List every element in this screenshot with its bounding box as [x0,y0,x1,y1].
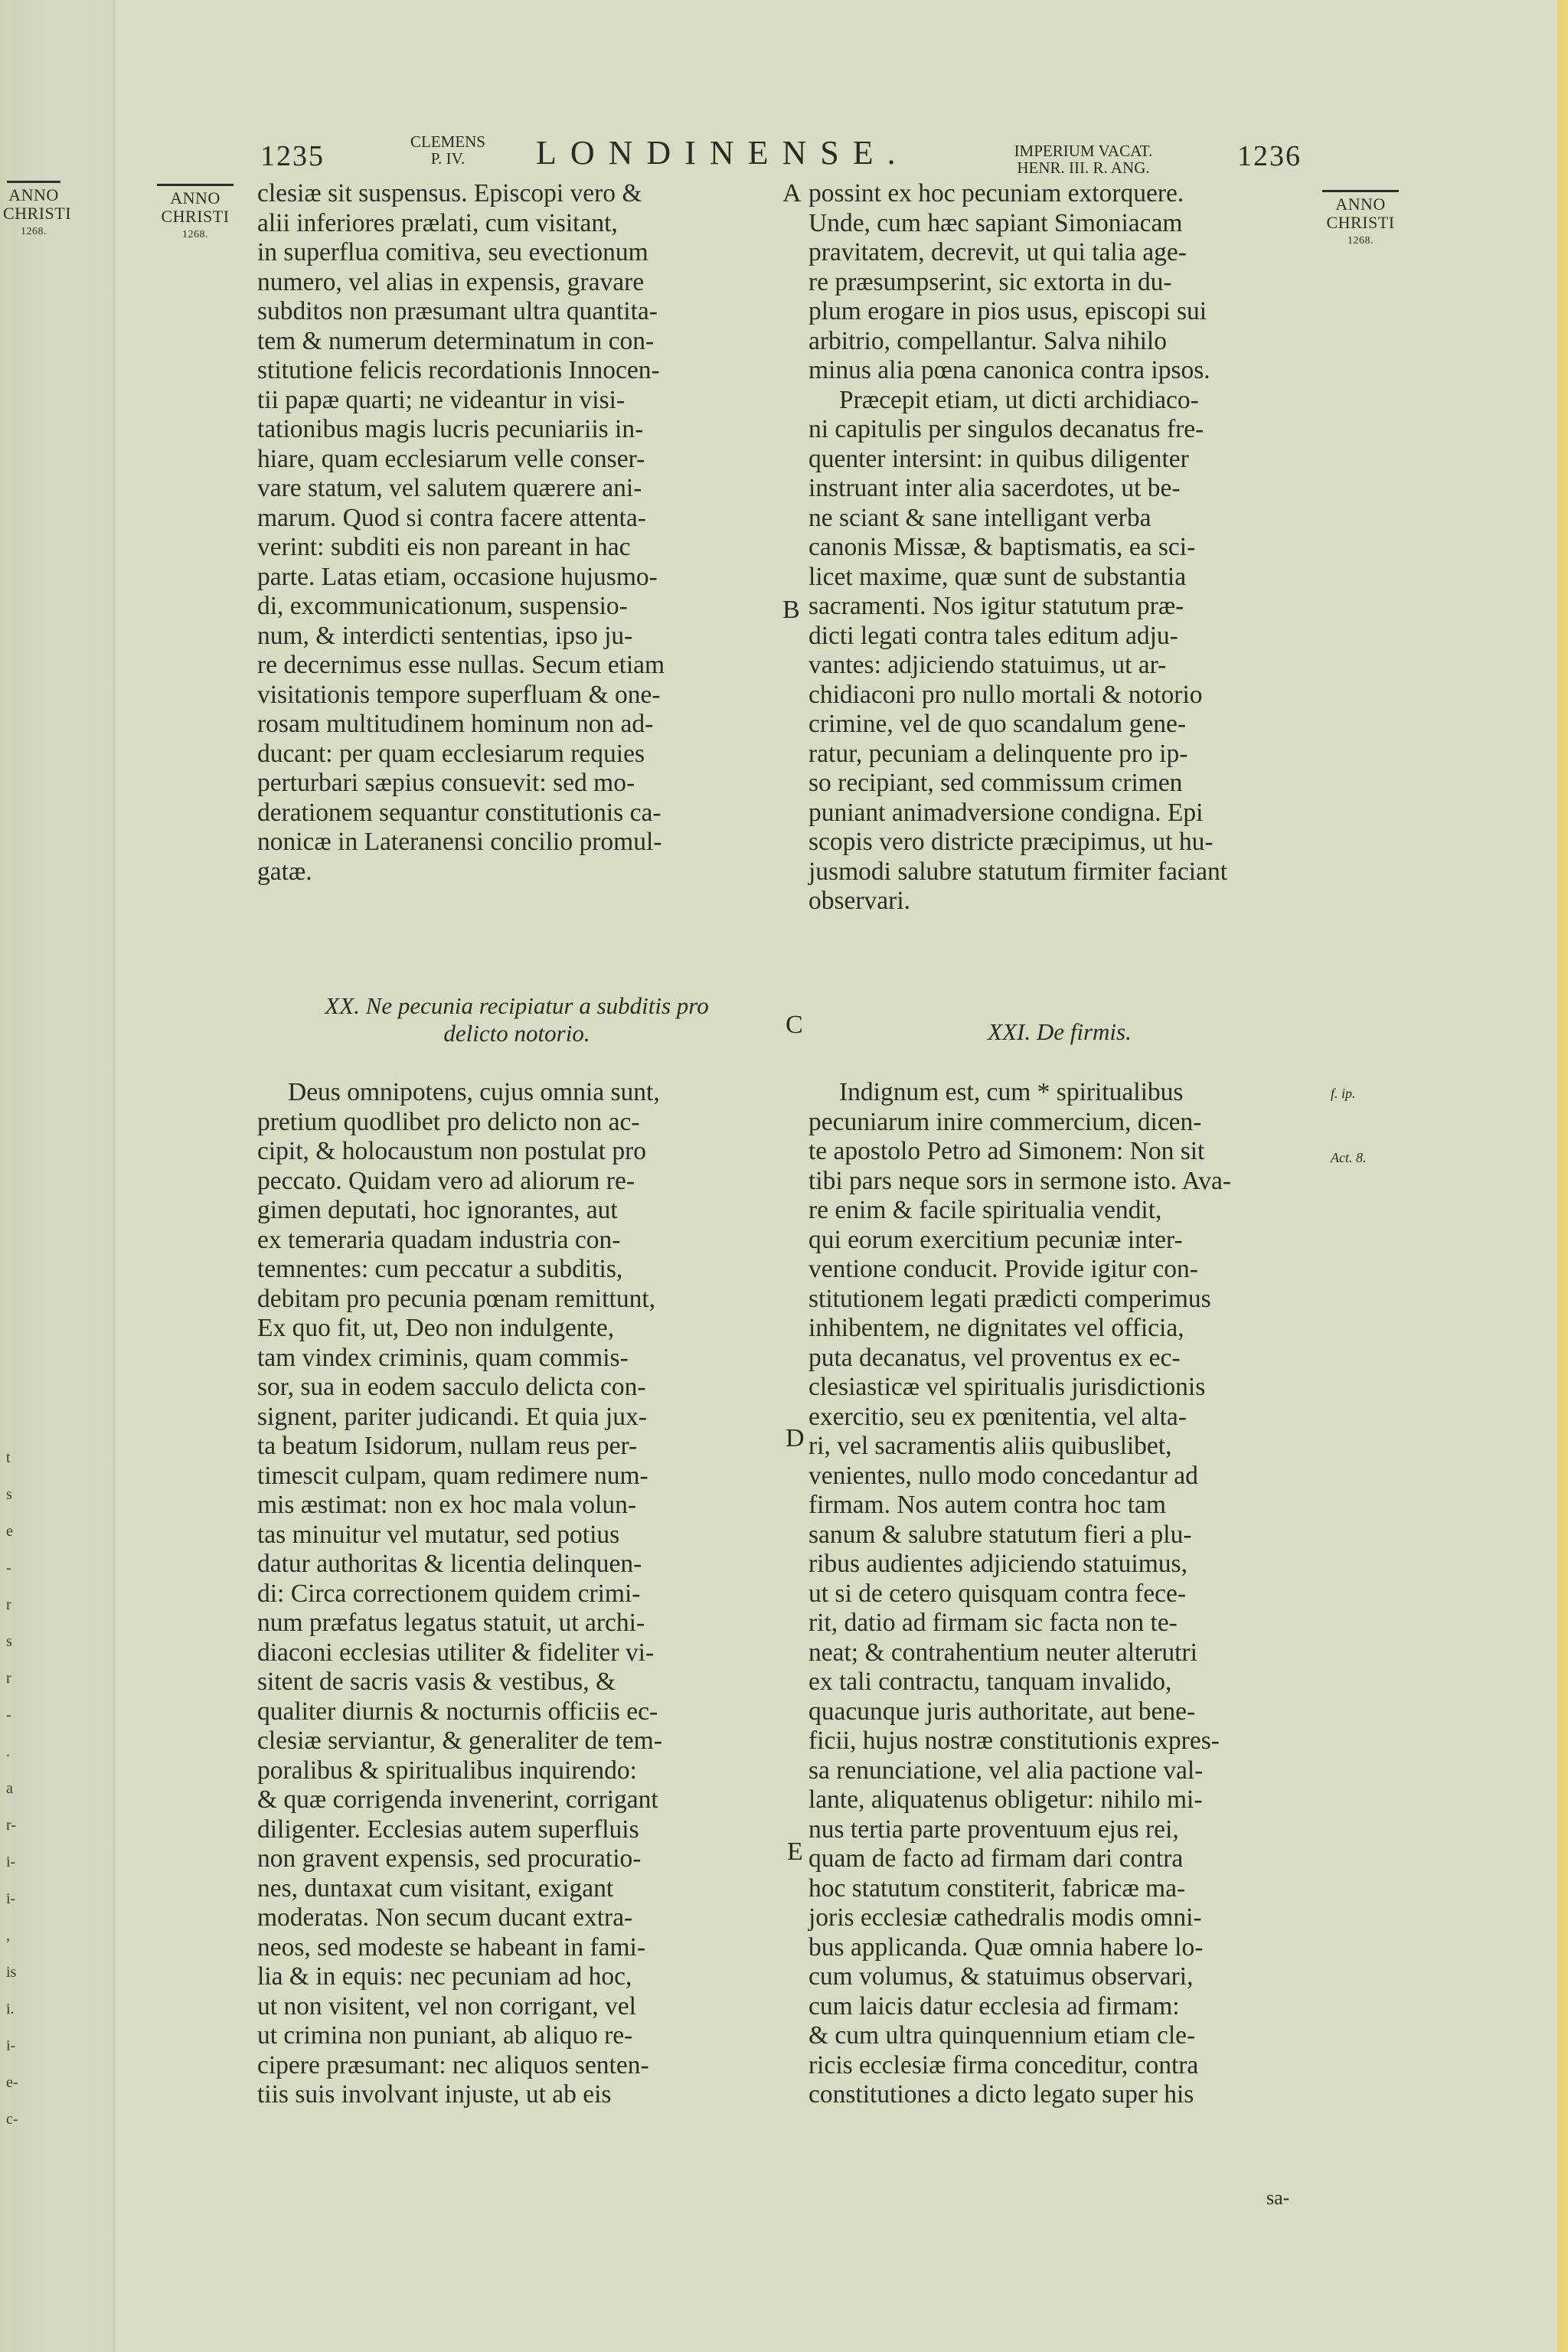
margin-note-year: 1268. [1348,235,1374,247]
text-line: clesiæ sit suspensus. Episcopi vero & [257,179,642,207]
text-line: ficii, hujus nostræ constitutionis expres- [808,1726,1220,1755]
text-line: & quæ corrigenda invenerint, corrigant [257,1785,658,1814]
text-line: re enim & facile spiritualia vendit, [808,1196,1162,1224]
text-line: num, & interdicti sententias, ipso ju- [257,621,633,650]
text-line: joris ecclesiæ cathedralis modis omni- [808,1903,1202,1932]
text-line: alii inferiores prælati, cum visitant, [257,208,618,237]
text-line: ricis ecclesiæ firma conceditur, contra [808,2050,1199,2079]
text-line: peccato. Quidam vero ad aliorum re- [257,1166,635,1195]
text-line: tii papæ quarti; ne videantur in visi- [257,385,626,414]
right-column-top-text [808,179,1311,916]
margin-note-year: 1268. [21,226,47,237]
text-line: pretium quodlibet pro delicto non ac- [257,1107,640,1136]
text-line: lia & in equis: nec pecuniam ad hoc, [257,1962,632,1991]
fragment: r [6,1596,11,1613]
section-letter-d: D [786,1424,805,1452]
text-line: ut si de cetero quisquam contra fece- [808,1579,1186,1608]
text-line: quacunque juris authoritate, aut bene- [808,1697,1196,1726]
text-line: sitent de sacris vasis & vestibus, & [257,1668,616,1696]
text-line: tem & numerum determinatum in con- [257,326,655,355]
text-line: stitutione felicis recordationis Innocen- [257,356,660,384]
text-line: licet maxime, quæ sunt de substantia [808,562,1187,591]
text-line: stitutionem legati prædicti comperimus [808,1284,1211,1313]
text-line: puta decanatus, vel proventus ex ec- [808,1343,1181,1372]
catchword: sa- [1266,2187,1290,2209]
text-line: moderatas. Non secum ducant extra- [257,1903,633,1932]
page-edge [1557,0,1568,2352]
text-line: tiis suis involvant injuste, ut ab eis [257,2080,612,2109]
margin-note-left [153,184,237,244]
margin-note-right [1318,190,1403,250]
text-line: so recipiant, sed commissum crimen [808,769,1183,797]
text-line: debitam pro pecunia pœnam remittunt, [257,1284,656,1313]
text-line: sacramenti. Nos igitur statutum præ- [808,592,1184,620]
margin-note-line: ANNO [170,188,220,207]
section-letter-c: C [786,1011,803,1039]
text-line: di, excommunicationum, suspensio- [257,592,628,620]
heading-xxi: XXI. De firmis. [988,1018,1132,1045]
fragment: , [6,1927,10,1944]
text-line: Unde, cum hæc sapiant Simoniacam [808,208,1183,237]
side-reference-1: f. ip. [1331,1086,1356,1101]
margin-note-line: ANNO [8,185,59,204]
text-line: ex temeraria quadam industria con- [257,1225,621,1254]
header-clemens-line: CLEMENS [410,132,485,151]
text-line: scopis vero districte præcipimus, ut hu- [808,828,1214,856]
text-line: tibi pars neque sors in sermone isto. Ava- [808,1166,1232,1195]
text-line: rit, datio ad firmam sic facta non te- [808,1609,1178,1637]
text-line: bus applicanda. Quæ omnia habere lo- [808,1932,1204,1962]
text-line: qui eorum exercitium pecuniæ inter- [808,1225,1183,1254]
left-column-top-text [257,179,776,887]
text-line: ta beatum Isidorum, nullam reus per- [257,1432,638,1460]
text-line: venientes, nullo modo concedantur ad [808,1461,1198,1490]
text-line: canonis Missæ, & baptismatis, ea sci- [808,533,1196,561]
section-letter-a: A [782,179,802,207]
text-line: crimine, vel de quo scandalum gene- [808,710,1187,738]
text-line: di: Circa correctionem quidem crimi- [257,1579,641,1608]
text-line: nus tertia parte proventuum ejus rei, [808,1815,1179,1844]
text-line: & cum ultra quinquennium etiam cle- [808,2021,1196,2050]
text-line: tationibus magis lucris pecuniariis in- [257,415,644,443]
text-line: chidiaconi pro nullo mortali & notorio [808,680,1203,709]
text-line: clesiasticæ vel spiritualis jurisdictionis [808,1373,1206,1401]
page-title: LONDINENSE. [536,134,910,172]
text-line: plum erogare in pios usus, episcopi sui [808,297,1207,325]
text-line: constitutiones a dicto legato super his [808,2080,1194,2109]
header-clemens [390,133,505,167]
text-line: tas minuitur vel mutatur, sed potius [257,1520,620,1549]
text-line: quam de facto ad firmam dari contra [808,1844,1184,1873]
fragment: a [6,1780,13,1797]
fragment: s [6,1633,12,1650]
fragment: c- [6,2111,18,2128]
text-line: diligenter. Ecclesias autem superfluis [257,1815,639,1844]
fragment: e [6,1523,13,1540]
margin-note-line: CHRISTI [1326,213,1395,232]
text-line: re præsumpserint, sic extorta in du- [808,267,1172,296]
text-line: hiare, quam ecclesiarum velle conser- [257,444,645,473]
header-imperium-line: IMPERIUM VACAT. [1014,142,1153,160]
margin-note-line: CHRISTI [3,204,72,223]
header-clemens-line: P. IV. [430,149,466,168]
heading-xx-line: delicto notorio. [443,1020,590,1047]
fragment: is [6,1964,17,1981]
fragment: i- [6,1854,16,1870]
text-line: in superflua comitiva, seu evectionum [257,238,648,266]
text-line: exercitio, seu ex pœnitentia, vel alta- [808,1402,1187,1431]
fragment: s [6,1486,12,1503]
text-line: ducant: per quam ecclesiarum requies [257,739,645,768]
text-line: cum volumus, & statuimus observari, [808,1962,1194,1991]
text-line: sanum & salubre statutum fieri a plu- [808,1520,1192,1549]
text-line: te apostolo Petro ad Simonem: Non sit [808,1137,1205,1165]
header-imperium [969,142,1198,176]
binding-gutter [113,0,115,2352]
text-line: diaconi ecclesias utiliter & fideliter vi- [257,1638,655,1667]
text-line: signent, pariter judicandi. Et quia jux- [257,1402,647,1431]
fragment: i- [6,1890,16,1907]
fragment: t [6,1449,11,1466]
text-line: perturbari sæpius consuevit: sed mo- [257,769,635,797]
page-number-right: 1236 [1237,140,1302,172]
text-line: ne sciant & sane intelligant verba [808,503,1152,532]
text-line: ri, vel sacramentis aliis quibuslibet, [808,1432,1172,1460]
text-line: neat; & contrahentium neuter alterutri [808,1638,1197,1667]
text-line: puniant animadversione condigna. Epi [808,798,1204,827]
fragment: i. [6,2001,15,2017]
text-line: minus alia pœna canonica contra ipsos. [808,356,1210,384]
text-line: ribus audientes adjiciendo statuimus, [808,1550,1187,1578]
page-number-left: 1235 [260,140,325,172]
text-line: observari. [808,887,911,915]
text-line: cum laicis datur ecclesia ad firmam: [808,1991,1180,2020]
fragment: e- [6,2074,18,2091]
text-line: jusmodi salubre statutum firmiter faciant [808,857,1228,886]
fragment: . [6,1743,10,1760]
text-line: marum. Quod si contra facere attenta- [257,503,646,532]
text-line: vare statum, vel salutem quærere ani- [257,474,642,502]
text-line: lante, aliquatenus obligetur: nihilo mi- [808,1785,1203,1814]
text-line: ratur, pecuniam a delinquente pro ip- [808,739,1188,768]
margin-note-line: ANNO [1335,194,1386,214]
text-line: rosam multitudinem hominum non ad- [257,710,654,738]
text-line: neos, sed modeste se habeant in fami- [257,1932,645,1962]
margin-note-year: 1268. [182,229,208,240]
section-letter-b: B [782,596,800,624]
text-line: ni capitulis per singulos decanatus fre- [808,415,1204,443]
fragment: - [6,1560,11,1576]
text-line: qualiter diurnis & nocturnis officiis ec- [257,1697,658,1726]
text-line: vantes: adjiciendo statuimus, ut ar- [808,651,1167,679]
fragment: r- [6,1817,16,1834]
text-line: poralibus & spiritualibus inquirendo: [257,1756,637,1785]
text-line: possint ex hoc pecuniam extorquere. [808,179,1184,207]
text-line: pravitatem, decrevit, ut qui talia age- [808,238,1187,266]
text-line: ex tali contractu, tanquam invalido, [808,1668,1172,1696]
text-line: hoc statutum constiterit, fabricæ ma- [808,1873,1186,1903]
header-imperium-line: HENR. III. R. ANG. [1017,158,1150,177]
text-line: arbitrio, compellantur. Salva nihilo [808,326,1167,355]
text-line: quenter intersint: in quibus diligenter [808,444,1189,473]
text-line: Deus omnipotens, cujus omnia sunt, [288,1078,660,1106]
text-line: derationem sequantur constitutionis ca- [257,798,662,827]
text-line: num præfatus legatus statuit, ut archi- [257,1609,645,1637]
text-line: temnentes: cum peccatur a subditis, [257,1255,623,1283]
text-line: gimen deputati, hoc ignorantes, aut [257,1196,618,1224]
text-line: clesiæ serviantur, & generaliter de tem- [257,1726,662,1755]
text-line: datur authoritas & licentia delinquen- [257,1550,642,1578]
text-line: Præcepit etiam, ut dicti archidiaco- [839,385,1199,414]
text-line: visitationis tempore superfluam & one- [257,680,661,709]
margin-note-line: CHRISTI [161,207,230,226]
left-column-bottom-text [257,1078,776,2110]
heading-xx [257,992,776,1047]
right-column-bottom-text [808,1078,1311,2110]
text-line: pecuniarum inire commercium, dicen- [808,1107,1202,1136]
text-line: cipere præsumant: nec aliquos senten- [257,2050,649,2079]
text-line: cipit, & holocaustum non postulat pro [257,1137,647,1165]
text-line: instruant inter alia sacerdotes, ut be- [808,474,1181,502]
text-line: Indignum est, cum * spiritualibus [839,1078,1184,1106]
text-line: Ex quo fit, ut, Deo non indulgente, [257,1314,615,1342]
text-line: numero, vel alias in expensis, gravare [257,267,645,296]
text-line: dicti legati contra tales editum adju- [808,621,1178,650]
text-line: inhibentem, ne dignitates vel officia, [808,1314,1184,1342]
text-line: re decernimus esse nullas. Secum etiam [257,651,665,679]
text-line: timescit culpam, quam redimere num- [257,1461,648,1490]
text-line: sor, sua in eodem sacculo delicta con- [257,1373,646,1401]
running-header [253,129,1539,182]
fragment: r [6,1670,11,1687]
text-line: ut non visitent, vel non corrigant, vel [257,1991,636,2020]
text-line: non gravent expensis, sed procuratio- [257,1844,642,1873]
section-letter-e: E [787,1838,803,1866]
fragment: - [6,1707,11,1723]
text-line: ut crimina non puniant, ab aliquo re- [257,2021,633,2050]
fragment: i- [6,2037,16,2054]
side-reference-2: Act. 8. [1331,1150,1367,1165]
text-line: nonicæ in Lateranensi concilio promul- [257,828,662,856]
previous-page-text-fragments [6,1439,29,2138]
text-line: nes, duntaxat cum visitant, exigant [257,1873,614,1903]
text-line: subditos non præsumant ultra quantita- [257,297,658,325]
text-line: parte. Latas etiam, occasione hujusmo- [257,562,658,591]
text-line: sa renunciatione, vel alia pactione val- [808,1756,1204,1785]
text-line: verint: subditi eis non pareant in hac [257,533,631,561]
text-line: mis æstimat: non ex hoc mala volun- [257,1491,636,1519]
text-line: firmam. Nos autem contra hoc tam [808,1491,1166,1519]
text-line: ventione conducit. Provide igitur con- [808,1255,1198,1283]
heading-xx-line: XX. Ne pecunia recipiatur a subditis pro [325,992,709,1019]
text-line: gatæ. [257,857,312,886]
margin-note-far-left [3,181,72,241]
text-line: tam vindex criminis, quam commis- [257,1343,629,1372]
